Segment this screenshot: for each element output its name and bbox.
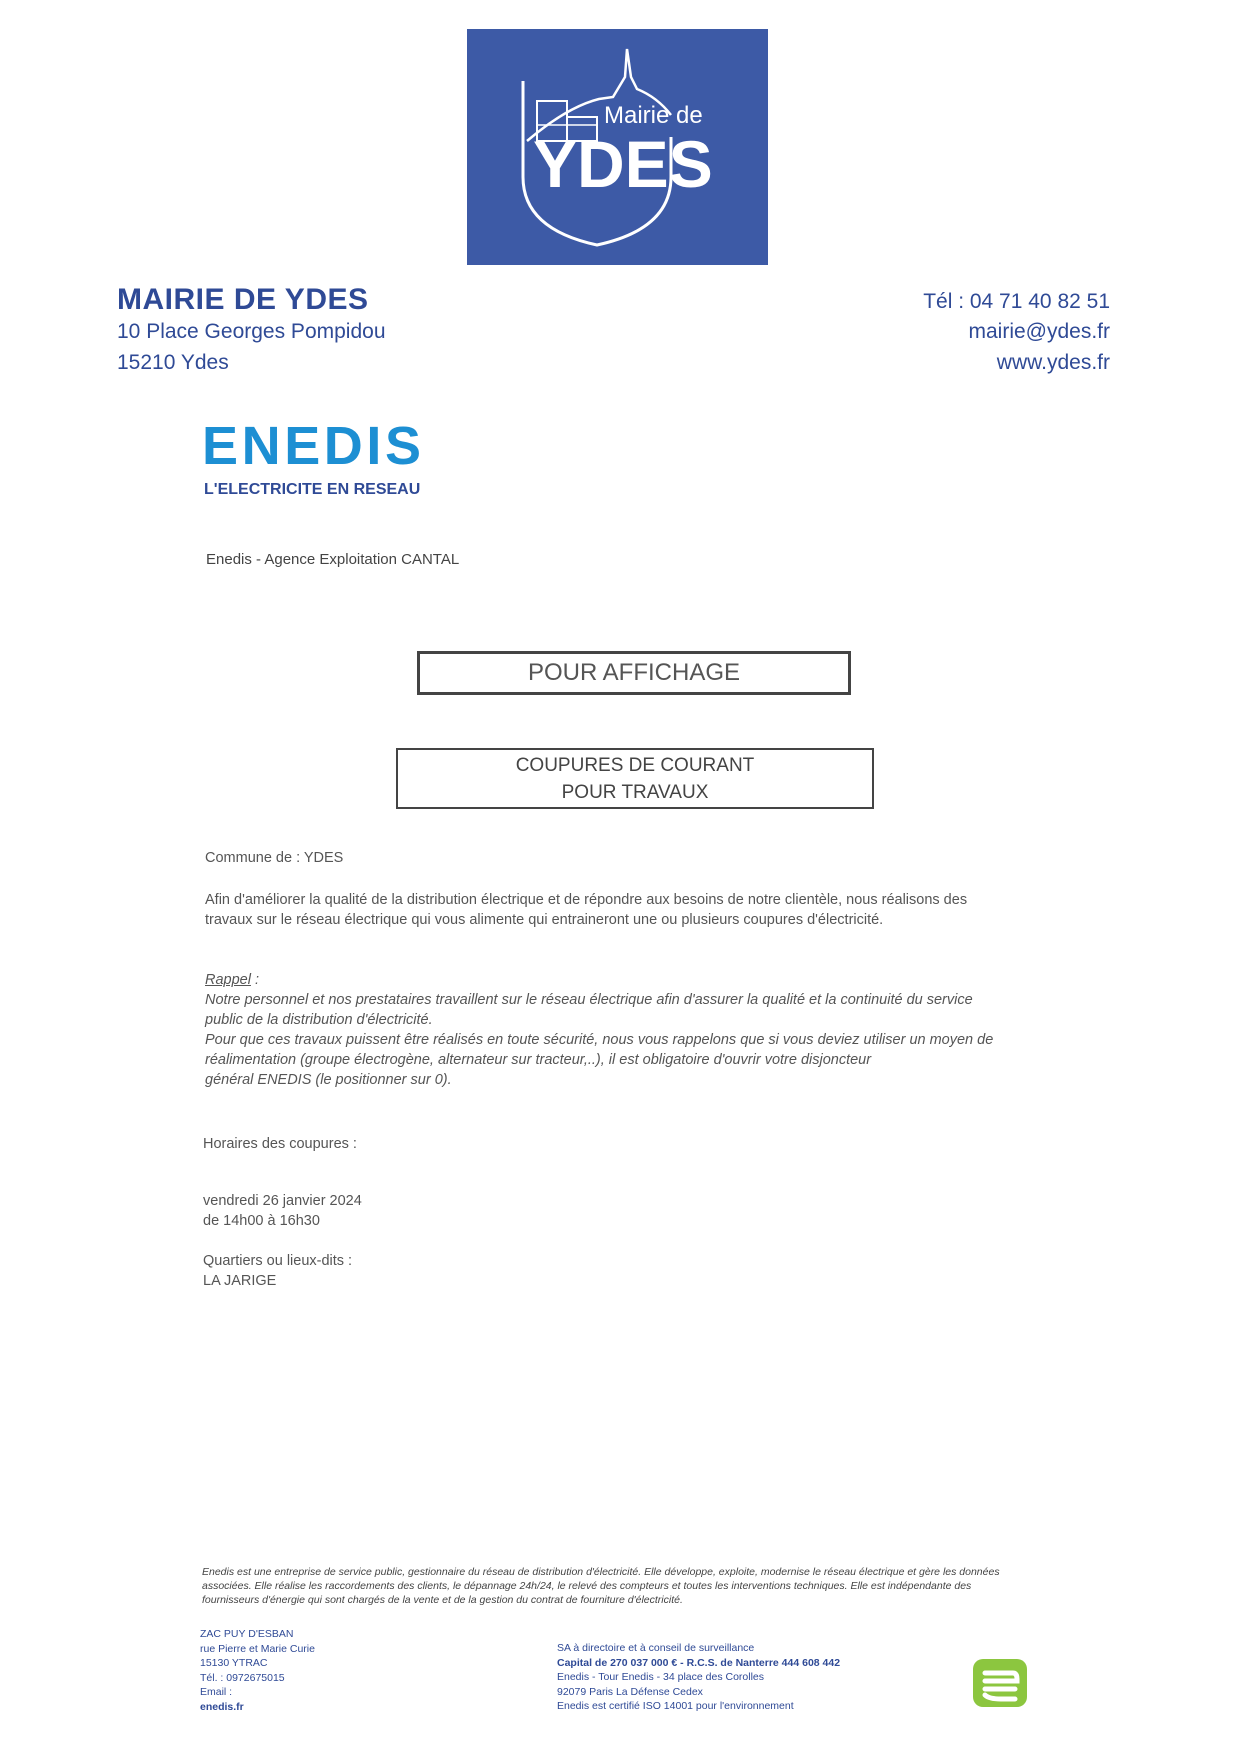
rappel-label: Rappel <box>205 972 251 988</box>
enedis-mark-icon <box>973 1659 1027 1707</box>
footer-right-line: Enedis - Tour Enedis - 34 place des Corolles <box>557 1671 765 1683</box>
pour-affichage-box: POUR AFFICHAGE <box>417 651 851 695</box>
mairie-address-line2: 15210 Ydes <box>117 351 229 374</box>
rappel-line5: général ENEDIS (le positionner sur 0). <box>205 1072 452 1088</box>
mairie-email[interactable]: mairie@ydes.fr <box>968 320 1110 343</box>
footer-left-line: Email : <box>200 1686 233 1698</box>
disclaimer-line1: Enedis est une entreprise de service public, gestionnaire du réseau de distribution d'électricité. Elle développe, exploite, modernise le réseau électrique et gère les données <box>202 1566 1000 1578</box>
footer-right-line: Capital de 270 037 000 € - R.C.S. de Nanterre 444 608 442 <box>557 1656 841 1669</box>
shield-logo-graphic <box>467 29 768 265</box>
coupures-line2: POUR TRAVAUX <box>561 781 709 803</box>
footer-right-line: SA à directoire et à conseil de surveillance <box>557 1642 755 1654</box>
quartiers-label: Quartiers ou lieux-dits : <box>203 1253 353 1269</box>
coupure-date: vendredi 26 janvier 2024 <box>203 1193 362 1209</box>
footer-company-info <box>557 1641 840 1714</box>
coupures-line1: COUPURES DE COURANT <box>515 754 755 776</box>
rappel-line1: Notre personnel et nos prestataires travaillent sur le réseau électrique afin d'assurer la qualité et la continuité du service <box>205 992 973 1008</box>
footer-right-line: 92079 Paris La Défense Cedex <box>557 1685 703 1698</box>
footer-left-line: 15130 YTRAC <box>200 1657 268 1669</box>
rappel-line4: réalimentation (groupe électrogène, alternateur sur tracteur,..), il est obligatoire d'ouvrir votre disjoncteur <box>205 1052 872 1068</box>
footer-address <box>200 1627 315 1714</box>
footer-disclaimer <box>202 1565 1022 1607</box>
footer-right-line: Enedis est certifié ISO 14001 pour l'environnement <box>557 1700 794 1712</box>
commune-label: Commune de : YDES <box>205 850 344 866</box>
horaires-label: Horaires des coupures : <box>203 1136 357 1152</box>
intro-paragraph <box>205 890 1035 930</box>
mairie-logo <box>467 29 768 265</box>
logo-line2: YDES <box>533 127 713 201</box>
enedis-tagline: L'ELECTRICITE EN RESEAU <box>204 481 421 498</box>
logo-line1: Mairie de <box>604 102 703 129</box>
enedis-logo <box>200 418 430 502</box>
enedis-agency: Enedis - Agence Exploitation CANTAL <box>206 551 460 568</box>
footer-left-line: rue Pierre et Marie Curie <box>200 1642 315 1655</box>
mairie-phone: Tél : 04 71 40 82 51 <box>923 290 1110 313</box>
disclaimer-line3: fournisseurs d'énergie qui sont chargés de la vente et de la gestion du contrat de fourniture d'électricité. <box>202 1594 683 1606</box>
quartier-value: LA JARIGE <box>203 1273 277 1289</box>
mairie-website[interactable]: www.ydes.fr <box>996 351 1110 374</box>
enedis-logo-text: ENEDIS <box>202 418 422 476</box>
rappel-paragraph <box>205 970 1045 1090</box>
mairie-name: MAIRIE DE YDES <box>117 283 369 316</box>
coupure-time: de 14h00 à 16h30 <box>203 1213 320 1229</box>
footer-left-line: Tél. : 0972675015 <box>200 1671 285 1684</box>
intro-line2: travaux sur le réseau électrique qui vous alimente qui entraineront une ou plusieurs coupures d'électricité. <box>205 912 884 928</box>
disclaimer-line2: associées. Elle réalise les raccordements des clients, le dépannage 24h/24, le relevé des compteurs et toutes les interventions techniques. Elle est indépendante des <box>202 1580 972 1592</box>
coupures-box <box>396 748 874 809</box>
mairie-address-line1: 10 Place Georges Pompidou <box>117 320 386 343</box>
intro-line1: Afin d'améliorer la qualité de la distribution électrique et de répondre aux besoins de notre clientèle, nous réalisons des <box>205 892 968 908</box>
rappel-colon: : <box>250 972 260 988</box>
rappel-line3: Pour que ces travaux puissent être réalisés en toute sécurité, nous vous rappelons que si vous deviez utiliser un moyen de <box>205 1032 994 1048</box>
footer-left-line: ZAC PUY D'ESBAN <box>200 1628 294 1640</box>
rappel-line2: public de la distribution d'électricité. <box>205 1012 433 1028</box>
footer-website-link[interactable]: enedis.fr <box>200 1700 244 1713</box>
